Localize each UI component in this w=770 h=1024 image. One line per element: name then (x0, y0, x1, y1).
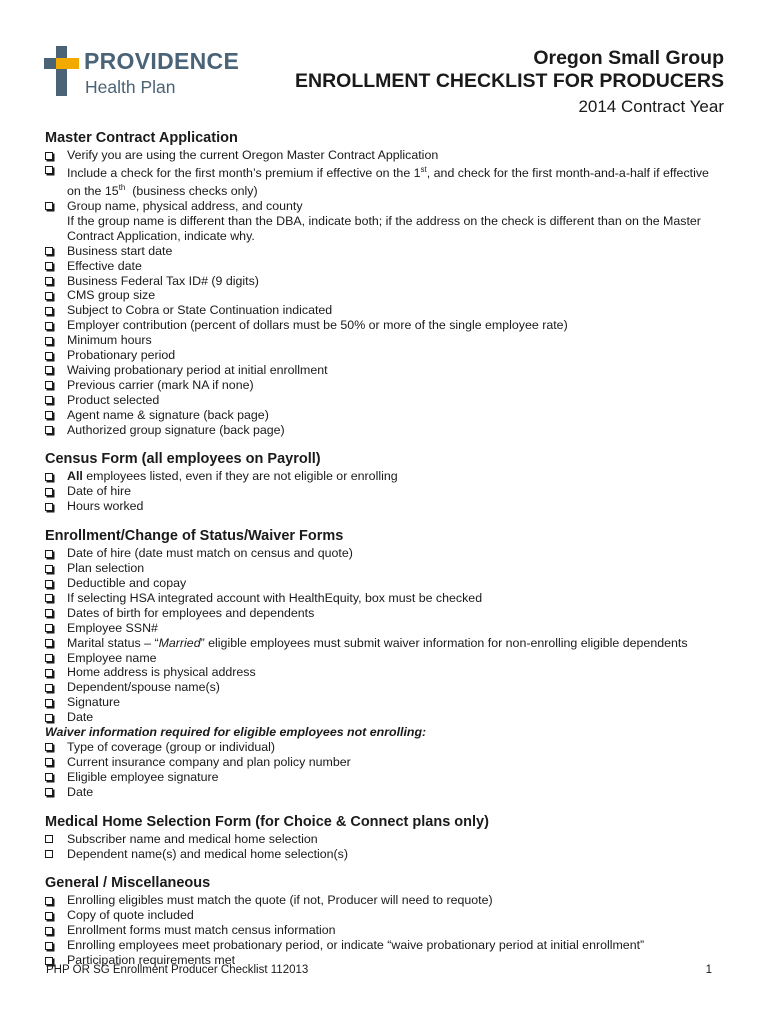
checklist-item: Eligible employee signature (44, 770, 734, 785)
checklist-item: Authorized group signature (back page) (44, 423, 734, 438)
checkbox[interactable] (45, 927, 53, 935)
checkbox[interactable] (45, 850, 53, 858)
checkbox[interactable] (45, 654, 53, 662)
checkbox[interactable] (45, 897, 53, 905)
checklist-item: Subscriber name and medical home selection (44, 832, 734, 847)
checklist-item: Enrollment forms must match census information (44, 923, 734, 938)
checklist-item: Employee SSN# (44, 621, 734, 636)
checkbox[interactable] (45, 743, 53, 751)
checkbox[interactable] (45, 684, 53, 692)
title-block (295, 47, 724, 118)
checkbox[interactable] (45, 488, 53, 496)
checkbox[interactable] (45, 942, 53, 950)
section-master-contract (44, 130, 734, 437)
checkbox[interactable] (45, 322, 53, 330)
logo-subtitle: Health Plan (85, 77, 176, 97)
section-heading: Census Form (all employees on Payroll) (45, 451, 321, 468)
footer-doc-id: PHP OR SG Enrollment Producer Checklist 112013 (46, 964, 309, 976)
checklist-item: Date of hire (44, 484, 734, 499)
checklist-item: Include a check for the first month’s premium if effective on the 1st, and check for the first month-and-a-half if effective on the 15th (business checks only) (44, 163, 734, 199)
checklist-item: Verify you are using the current Oregon Master Contract Application (44, 148, 734, 163)
checklist-item: Dependent/spouse name(s) (44, 680, 734, 695)
checkbox[interactable] (45, 473, 53, 481)
title-main: ENROLLMENT CHECKLIST FOR PRODUCERS (295, 70, 724, 92)
checklist-item: Type of coverage (group or individual) (44, 740, 734, 755)
checklist-item: Date (44, 710, 734, 725)
checklist-item: CMS group size (44, 288, 734, 303)
checkbox[interactable] (45, 714, 53, 722)
checkbox[interactable] (45, 166, 53, 174)
checklist-item: Product selected (44, 393, 734, 408)
checklist-item: Date of hire (date must match on census and quote) (44, 546, 734, 561)
checklist-item: Dependent name(s) and medical home selection(s) (44, 847, 734, 862)
checkbox[interactable] (45, 292, 53, 300)
checkbox[interactable] (45, 773, 53, 781)
checklist-item: Hours worked (44, 499, 734, 514)
checkbox[interactable] (45, 247, 53, 255)
checkbox[interactable] (45, 580, 53, 588)
section-enrollment-forms (44, 528, 734, 799)
checkbox[interactable] (45, 624, 53, 632)
checklist-item: All employees listed, even if they are not eligible or enrolling (44, 469, 734, 484)
checklist-item: Agent name & signature (back page) (44, 408, 734, 423)
checklist-item: Business Federal Tax ID# (9 digits) (44, 274, 734, 289)
section-census-form (44, 451, 734, 514)
checklist-item: Signature (44, 695, 734, 710)
checklist-item: Participation requirements met (44, 953, 734, 968)
checklist-item: Group name, physical address, and county If the group name is different than the DBA, indicate both; if the address on the check is different than on the Master Contract Application, indicate why. (44, 199, 734, 244)
checkbox[interactable] (45, 835, 53, 843)
item-note: If the group name is different than the DBA, indicate both; if the address on the check is different than on the Master Contract Application, indicate why. (67, 213, 701, 243)
checkbox[interactable] (45, 262, 53, 270)
checklist-item: Enrolling eligibles must match the quote (if not, Producer will need to requote) (44, 893, 734, 908)
checkbox[interactable] (45, 277, 53, 285)
checkbox[interactable] (45, 152, 53, 160)
section-heading: Medical Home Selection Form (for Choice & Connect plans only) (45, 813, 489, 830)
title-region: Oregon Small Group (533, 47, 724, 69)
checklist-item: Date (44, 785, 734, 800)
checklist-item: Employer contribution (percent of dollars must be 50% or more of the single employee rate) (44, 318, 734, 333)
checklist-item: Marital status – “Married” eligible employees must submit waiver information for non-enrolling eligible dependents (44, 636, 734, 651)
checklist-item: Current insurance company and plan policy number (44, 755, 734, 770)
checklist-item: Employee name (44, 651, 734, 666)
checkbox[interactable] (45, 669, 53, 677)
checkbox[interactable] (45, 699, 53, 707)
checkbox[interactable] (45, 912, 53, 920)
section-medical-home (44, 814, 734, 862)
checkbox[interactable] (45, 411, 53, 419)
checklist-item: Plan selection (44, 561, 734, 576)
checklist-item: Home address is physical address (44, 665, 734, 680)
checkbox[interactable] (45, 503, 53, 511)
checkbox[interactable] (45, 337, 53, 345)
section-heading: General / Miscellaneous (45, 875, 211, 892)
waiver-subheading: Waiver information required for eligible employees not enrolling: (45, 725, 427, 740)
section-heading: Enrollment/Change of Status/Waiver Forms (45, 528, 344, 545)
page-number: 1 (705, 964, 712, 976)
checkbox[interactable] (45, 594, 53, 602)
logo-name: PROVIDENCE (84, 48, 240, 74)
checkbox[interactable] (45, 426, 53, 434)
checklist-item: Business start date (44, 244, 734, 259)
checkbox[interactable] (45, 381, 53, 389)
checklist-item: Waiving probationary period at initial enrollment (44, 363, 734, 378)
checkbox[interactable] (45, 609, 53, 617)
checklist-item: Copy of quote included (44, 908, 734, 923)
checkbox[interactable] (45, 565, 53, 573)
page-footer (46, 963, 712, 977)
section-heading: Master Contract Application (45, 130, 238, 146)
checklist-item: Subject to Cobra or State Continuation indicated (44, 303, 734, 318)
checkbox[interactable] (45, 352, 53, 360)
section-general (44, 875, 734, 968)
checklist-item: Dates of birth for employees and dependents (44, 606, 734, 621)
checkbox[interactable] (45, 307, 53, 315)
providence-logo (44, 44, 254, 100)
checkbox[interactable] (45, 396, 53, 404)
checklist-item: Deductible and copay (44, 576, 734, 591)
checkbox[interactable] (45, 788, 53, 796)
checkbox[interactable] (45, 366, 53, 374)
checklist-item: Enrolling employees meet probationary period, or indicate “waive probationary period at initial enrollment” (44, 938, 734, 953)
checkbox[interactable] (45, 639, 53, 647)
checkbox[interactable] (45, 550, 53, 558)
checkbox[interactable] (45, 758, 53, 766)
checklist-item: Effective date (44, 259, 734, 274)
checklist-item: Minimum hours (44, 333, 734, 348)
checklist-item: Probationary period (44, 348, 734, 363)
checkbox[interactable] (45, 202, 53, 210)
checklist-content (44, 130, 734, 982)
checklist-item: Previous carrier (mark NA if none) (44, 378, 734, 393)
checklist-item: If selecting HSA integrated account with HealthEquity, box must be checked (44, 591, 734, 606)
title-year: 2014 Contract Year (578, 97, 724, 116)
